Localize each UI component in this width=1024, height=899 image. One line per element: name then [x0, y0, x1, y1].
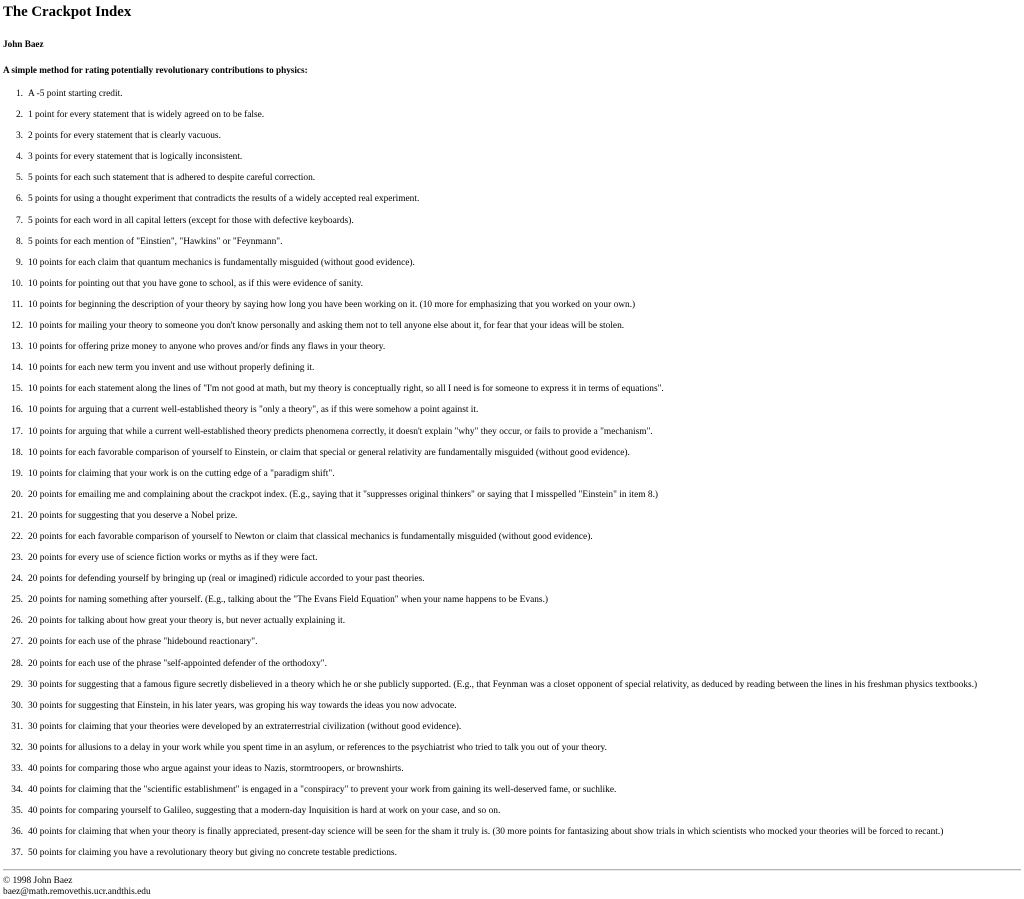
list-item-number: 17.	[11, 426, 23, 437]
copyright-text: © 1998 John Baez	[3, 876, 73, 887]
list-item-text: 5 points for each such statement that is adhered to despite careful correction.	[28, 173, 316, 184]
list-item	[3, 194, 1021, 205]
author-name: John Baez	[3, 39, 44, 49]
list-item	[3, 258, 1021, 269]
list-item-number: 35.	[11, 806, 23, 817]
list-item-number: 36.	[11, 827, 23, 838]
list-item-number: 33.	[11, 764, 23, 774]
list-item-text: 5 points for each mention of "Einstien", "Hawkins" or "Feynmann".	[28, 236, 283, 247]
list-item-number: 1.	[15, 89, 23, 99]
list-item-number: 26.	[11, 616, 23, 627]
list-item	[3, 237, 1021, 248]
list-item-text: 40 points for claiming that the "scientific establishment" is engaged in a "conspiracy" to prevent your work from gaining its well-deserved fame, or suchlike.	[28, 785, 617, 796]
list-item-text: 40 points for comparing those who argue against your ideas to Nazis, stormtroopers, or brownshirts.	[28, 764, 404, 774]
list-item-number: 6.	[15, 194, 23, 205]
list-item	[3, 405, 1021, 416]
list-item-text: 20 points for each use of the phrase "self-appointed defender of the orthodoxy".	[28, 658, 327, 669]
list-item-number: 5.	[15, 173, 23, 184]
list-item-number: 27.	[11, 637, 23, 648]
list-item	[3, 701, 1021, 712]
list-item-number: 22.	[11, 531, 23, 542]
list-item	[3, 89, 1021, 100]
list-item-number: 16.	[11, 405, 23, 416]
list-item	[3, 637, 1021, 648]
list-item	[3, 722, 1021, 733]
list-item-text: 5 points for using a thought experiment that contradicts the results of a widely accepted real experiment.	[28, 194, 420, 205]
list-item-text: 30 points for suggesting that Einstein, in his later years, was groping his way towards the ideas you now advocate.	[28, 700, 457, 711]
list-item	[3, 659, 1021, 670]
list-item-number: 25.	[11, 595, 23, 606]
crackpot-index-list	[3, 89, 1021, 859]
list-item-text: 20 points for every use of science fiction works or myths as if they were fact.	[28, 553, 318, 564]
list-item-number: 4.	[15, 152, 23, 163]
list-item-text: 3 points for every statement that is logically inconsistent.	[28, 152, 243, 163]
list-item-number: 31.	[11, 721, 23, 732]
list-item-text: 10 points for pointing out that you have gone to school, as if this were evidence of sanity.	[28, 278, 363, 289]
list-item-number: 37.	[11, 848, 23, 859]
list-item	[3, 448, 1021, 459]
list-item-text: 10 points for arguing that a current well-established theory is "only a theory", as if this were somehow a point against it.	[28, 405, 479, 416]
list-item	[3, 173, 1021, 184]
list-item	[3, 384, 1021, 395]
list-item-number: 11.	[11, 299, 23, 310]
list-item-text: 30 points for allusions to a delay in your work while you spent time in an asylum, or references to the psychiatrist who tried to talk you out of your theory.	[28, 742, 607, 753]
list-item-text: 10 points for each statement along the lines of "I'm not good at math, but my theory is conceptually right, so all I need is for someone to express it in terms of equations".	[28, 384, 664, 395]
list-item-text: 40 points for comparing yourself to Galileo, suggesting that a modern-day Inquisition is hard at work on your case, and so on.	[28, 806, 501, 817]
list-item-text: 20 points for defending yourself by bringing up (real or imagined) ridicule accorded to your past theories.	[28, 574, 425, 585]
list-item-text: A -5 point starting credit.	[28, 89, 123, 99]
list-item	[3, 300, 1021, 311]
list-item	[3, 427, 1021, 438]
list-item-number: 23.	[11, 553, 23, 564]
footer	[3, 876, 1021, 898]
list-item-number: 21.	[11, 510, 23, 521]
footer-divider	[3, 869, 1021, 871]
list-item-number: 10.	[11, 278, 23, 289]
list-item-text: 20 points for emailing me and complaining about the crackpot index. (E.g., saying that it "suppresses original thinkers" or saying that I misspelled "Einstein" in item 8.)	[28, 489, 659, 500]
list-item-text: 10 points for beginning the description of your theory by saying how long you have been working on it. (10 more for emphasizing that you worked on your own.)	[28, 299, 636, 310]
list-item-text: 20 points for talking about how great your theory is, but never actually explaining it.	[28, 616, 346, 627]
list-item-number: 2.	[15, 110, 23, 121]
list-item-text: 10 points for each favorable comparison of yourself to Einstein, or claim that special or general relativity are fundamentally misguided (without good evidence).	[28, 447, 630, 458]
list-item	[3, 131, 1021, 142]
list-item	[3, 152, 1021, 163]
list-item-text: 50 points for claiming you have a revolutionary theory but giving no concrete testable predictions.	[28, 848, 397, 859]
page-title: The Crackpot Index	[3, 4, 132, 20]
list-item-text: 20 points for naming something after yourself. (E.g., talking about the "The Evans Field Equation" when your name happens to be Evans.)	[28, 595, 549, 606]
list-item	[3, 785, 1021, 796]
list-item	[3, 110, 1021, 121]
list-item-number: 13.	[11, 342, 23, 353]
list-item	[3, 553, 1021, 564]
list-item	[3, 511, 1021, 522]
list-item-number: 3.	[15, 131, 23, 142]
list-item-number: 15.	[11, 384, 23, 395]
list-item-text: 2 points for every statement that is clearly vacuous.	[28, 131, 221, 142]
list-item-text: 20 points for each favorable comparison of yourself to Newton or claim that classical mechanics is fundamentally misguided (without good evidence).	[28, 531, 593, 542]
list-item	[3, 743, 1021, 754]
list-item	[3, 764, 1021, 775]
list-item-number: 8.	[15, 236, 23, 247]
list-item-number: 28.	[11, 658, 23, 669]
list-item	[3, 490, 1021, 501]
subtitle: A simple method for rating potentially revolutionary contributions to physics:	[3, 65, 308, 75]
list-item-text: 20 points for each use of the phrase "hidebound reactionary".	[28, 637, 258, 648]
list-item-number: 12.	[11, 321, 23, 332]
list-item-number: 14.	[11, 363, 23, 374]
list-item	[3, 363, 1021, 374]
list-item	[3, 321, 1021, 332]
list-item	[3, 616, 1021, 627]
contact-email: baez@math.removethis.ucr.andthis.edu	[3, 887, 151, 898]
list-item-text: 10 points for arguing that while a current well-established theory predicts phenomena correctly, it doesn't explain "why" they occur, or fails to provide a "mechanism".	[28, 426, 653, 437]
list-item	[3, 680, 1021, 691]
list-item-text: 40 points for claiming that when your theory is finally appreciated, present-day science will be seen for the sham it truly is. (30 more points for fantasizing about show trials in which scientists who mocked your theories will be forced to recant.)	[28, 827, 944, 838]
list-item-number: 30.	[11, 700, 23, 711]
list-item-text: 30 points for suggesting that a famous figure secretly disbelieved in a theory which he or she publicly supported. (E.g., that Feynman was a closet opponent of special relativity, as deduced by reading between the lines in his freshman physics textbooks.)	[28, 679, 978, 690]
list-item	[3, 574, 1021, 585]
list-item-number: 34.	[11, 785, 23, 796]
list-item-text: 20 points for suggesting that you deserve a Nobel prize.	[28, 510, 238, 521]
list-item-text: 10 points for mailing your theory to someone you don't know personally and asking them not to tell anyone else about it, for fear that your ideas will be stolen.	[28, 321, 625, 332]
list-item-number: 9.	[15, 257, 23, 268]
list-item	[3, 827, 1021, 838]
list-item-number: 20.	[11, 489, 23, 500]
list-item-text: 10 points for claiming that your work is on the cutting edge of a "paradigm shift".	[28, 468, 335, 479]
list-item	[3, 806, 1021, 817]
list-item-number: 29.	[11, 679, 23, 690]
list-item-number: 24.	[11, 574, 23, 585]
list-item	[3, 279, 1021, 290]
list-item-number: 32.	[11, 742, 23, 753]
list-item-text: 30 points for claiming that your theories were developed by an extraterrestrial civilization (without good evidence).	[28, 721, 462, 732]
list-item-text: 5 points for each word in all capital letters (except for those with defective keyboards).	[28, 215, 354, 226]
list-item-number: 18.	[11, 447, 23, 458]
list-item-text: 1 point for every statement that is widely agreed on to be false.	[28, 110, 265, 121]
list-item-text: 10 points for each claim that quantum mechanics is fundamentally misguided (without good evidence).	[28, 257, 415, 268]
list-item	[3, 595, 1021, 606]
list-item	[3, 532, 1021, 543]
list-item-number: 7.	[15, 215, 23, 226]
list-item	[3, 216, 1021, 227]
list-item-number: 19.	[11, 468, 23, 479]
list-item	[3, 342, 1021, 353]
list-item	[3, 848, 1021, 859]
list-item	[3, 469, 1021, 480]
list-item-text: 10 points for offering prize money to anyone who proves and/or finds any flaws in your theory.	[28, 342, 386, 353]
list-item-text: 10 points for each new term you invent and use without properly defining it.	[28, 363, 315, 374]
